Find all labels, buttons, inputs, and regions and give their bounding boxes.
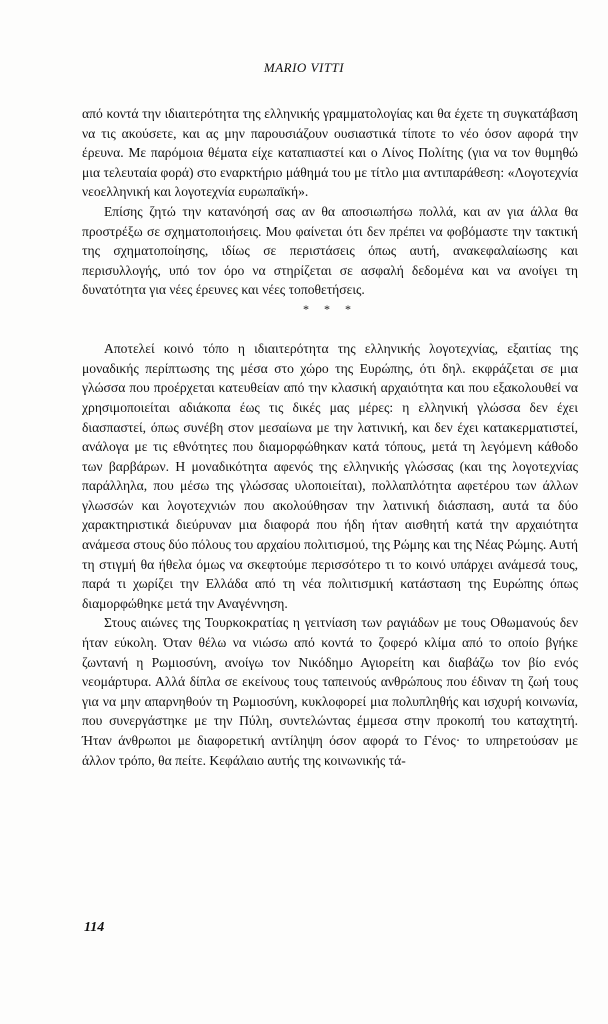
body-text [82,104,578,770]
paragraph: Επίσης ζητώ την κατανόησή σας αν θα αποσιωπήσω πολλά, και αν για άλλα θα προστρέξω σε σχηματοποιήσεις. Μου φαίνεται ότι δεν πρέπει να φοβόμαστε την τακτική της σχηματοποίησης, ιδίως σε περιστάσεις όπως αυτή, ανακεφαλαίωσης και περισυλλογής, υπό τον όρο να στηρίζεται σε ασφαλή δεδομένα και να ανοίγει τη δυνατότητα για νέες έρευνες και νέες τοποθετήσεις. [82,203,578,298]
page-number: 114 [84,920,105,935]
paragraph-continued: από κοντά την ιδιαιτερότητα της ελληνικής γραμματολογίας και θα έχετε τη συγκατάβαση να τις ακούσετε, και ας μην παρουσιάζουν ουσιαστικά τίποτε το νέο όσον αφορά την έρευνα. Με παρόμοια θέματα είχε καταπιαστεί και ο Λίνος Πολίτης (για να τον θυμηθώ μια τελευταία φορά) στο εναρκτήριο μάθημά του με τίτλο μια αντιπαράθεση: «Λογοτεχνία νεοελληνική και λογοτεχνία ευρωπαϊκή». [82,106,578,200]
paragraph: Αποτελεί κοινό τόπο η ιδιαιτερότητα της ελληνικής λογοτεχνίας, εξαιτίας της μοναδικής περίπτωσης της μέσα στο χώρο της Ευρώπης, ότι δηλ. εκφράζεται σε μια γλώσσα που προέρχεται κατευθείαν από την κλασική αρχαιότητα και που εξακολουθεί να χρησιμοποιείται αδιάκοπα έως τις δικές μας μέρες: η ελληνική γλώσσα δεν έχει διασπαστεί, όπως συνέβη στον μεσαίωνα με την λατινική, και δεν έχει κατακερματιστεί, ανάλογα με τις εθνότητες που διαμορφώθηκαν κατά τόπους, μετά τη λεγόμενη κάθοδο των βαρβάρων. Η μοναδικότητα αφενός της ελληνικής γλώσσας (και της λογοτεχνίας παράλληλα, που μέσω της γλώσσας υλοποιείται), πολλαπλότητα αφετέρου των άλλων γλωσσών και λογοτεχνιών που ακολούθησαν την λατινική διάσπαση, αυτά τα δύο χαρακτηριστικά διεύρυναν μια διαφορά που ήδη ήταν αισθητή κατά την αρχαιότητα ανάμεσα στους δύο πόλους του αρχαίου πολιτισμού, της Ρώμης και της Νέας Ρώμης. Αυτή τη στιγμή θα ήθελα όμως να σκεφτούμε περισσότερο τι το κοινό υπάρχει ανάμεσά τους, παρά τι χωρίζει την Ελλάδα από τη νέα πολιτισμική κατάσταση της Ευρώπης όπως διαμορφώθηκε μετά την Αναγέννηση. [82,341,578,611]
running-head-author: MARIO VITTI [263,60,345,75]
paragraph: Στους αιώνες της Τουρκοκρατίας η γειτνίαση των ραγιάδων με τους Οθωμανούς δεν ήταν εύκολη. Όταν θέλω να νιώσω από κοντά το ζοφερό κλίμα από το οποίο βγήκε ζωντανή η Ρωμιοσύνη, ανοίγω τον Νικόδημο Αγιορείτη και διαβάζω τον βίο ενός νεομάρτυρα. Αλλά δίπλα σε εκείνους τους ταπεινούς ανθρώπους που έδιναν τη ζωή τους για να μην απαρνηθούν τη Ρωμιοσύνη, κυκλοφορεί μια πολυπληθής και ισχυρή κοινωνία, που συνεργάστηκε με την Πύλη, συντελώντας έμμεσα στην προκοπή του καταχτητή. Ήταν άνθρωποι με διαφορετική αντίληψη όσον αφορά το Γένος· το υπηρετούσαν με άλλον τρόπο, θα πείτε. Κεφάλαιο αυτής της κοινωνικής τά- [82,615,578,768]
section-separator: * * * [303,301,357,316]
